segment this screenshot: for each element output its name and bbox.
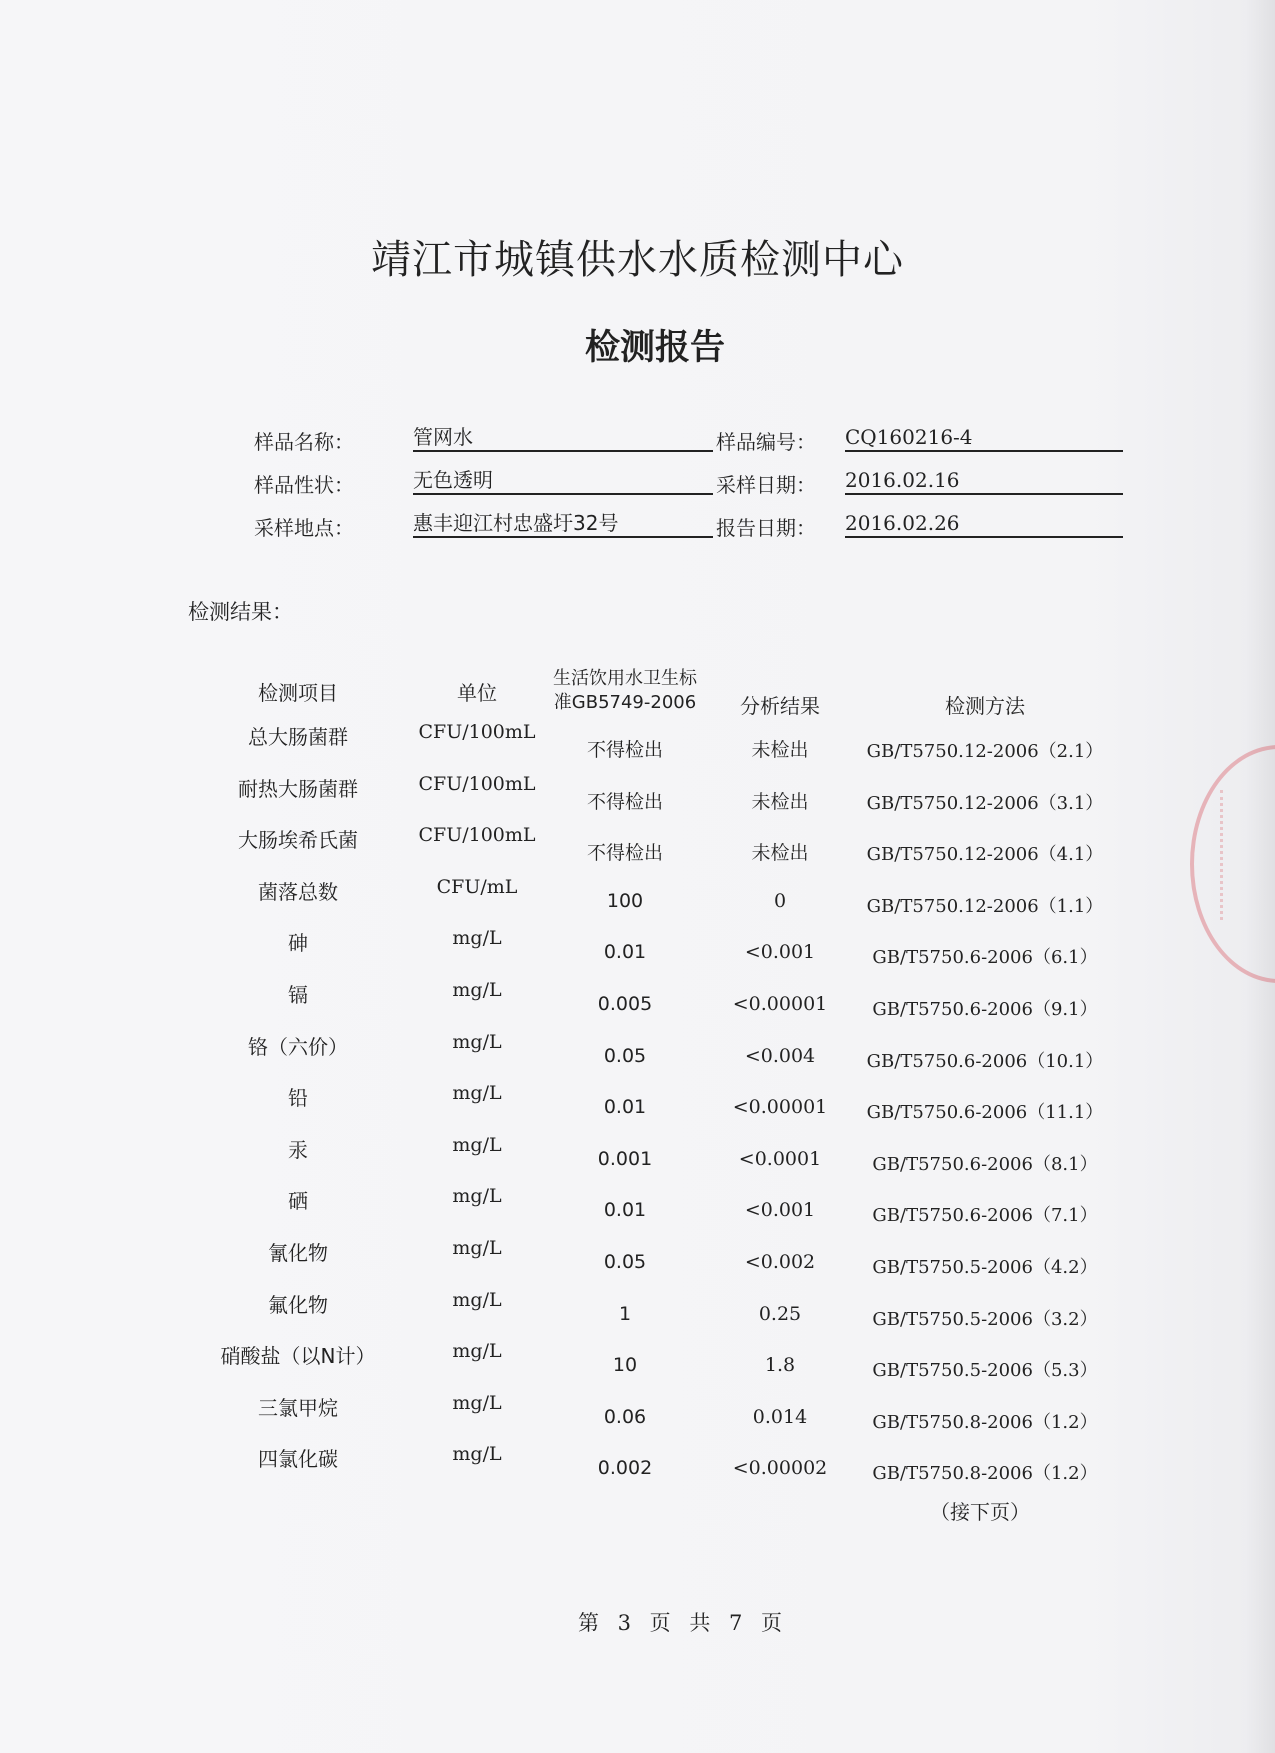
header-unit: 单位 [457, 681, 497, 705]
row-method: GB/T5750.5-2006（5.3） [872, 1360, 1098, 1381]
row-method: GB/T5750.5-2006（4.2） [872, 1257, 1098, 1278]
row-method: GB/T5750.6-2006（8.1） [872, 1154, 1098, 1175]
header-standard-line2: 准GB5749-2006 [553, 692, 697, 713]
page-number: 第 3 页 共 7 页 [577, 1611, 783, 1635]
row-standard: 0.05 [603, 1251, 647, 1273]
row-method: GB/T5750.12-2006（1.1） [866, 896, 1104, 917]
row-standard: 不得检出 [586, 842, 663, 864]
row-standard: 0.01 [603, 1096, 647, 1118]
sample-name-value: 管网水 [413, 424, 713, 452]
row-standard: 0.01 [603, 1199, 647, 1221]
row-unit: CFU/mL [436, 876, 518, 898]
row-standard: 10 [612, 1354, 638, 1376]
continue-note: （接下页） [930, 1500, 1030, 1524]
header-item: 检测项目 [258, 681, 338, 705]
row-standard: 0.06 [603, 1406, 647, 1428]
report-date-label: 报告日期： [716, 516, 816, 540]
row-unit: mg/L [452, 1340, 502, 1362]
header-result: 分析结果 [740, 694, 820, 718]
row-standard: 1 [618, 1303, 632, 1325]
row-unit: mg/L [452, 1082, 502, 1104]
row-method: GB/T5750.12-2006（3.1） [866, 793, 1104, 814]
row-unit: mg/L [452, 1443, 502, 1465]
row-method: GB/T5750.6-2006（9.1） [872, 999, 1098, 1020]
row-item: 三氯甲烷 [258, 1396, 338, 1420]
row-result: <0.00001 [732, 993, 828, 1015]
row-unit: mg/L [452, 1185, 502, 1207]
sampling-date-value: 2016.02.16 [845, 467, 1123, 495]
row-result: <0.001 [744, 1199, 816, 1221]
row-unit: CFU/100mL [418, 824, 536, 846]
row-item: 菌落总数 [258, 880, 338, 904]
red-seal-stamp-detail [1220, 790, 1263, 920]
row-standard: 100 [606, 890, 644, 912]
row-unit: mg/L [452, 1031, 502, 1053]
row-result: 1.8 [764, 1354, 796, 1376]
header-method: 检测方法 [945, 694, 1025, 718]
row-result: 未检出 [751, 842, 809, 864]
row-result: 未检出 [751, 791, 809, 813]
row-item: 大肠埃希氏菌 [238, 828, 358, 852]
row-standard: 0.002 [597, 1457, 653, 1479]
row-item: 砷 [288, 931, 308, 955]
row-unit: mg/L [452, 979, 502, 1001]
sample-no-label: 样品编号： [716, 430, 816, 454]
row-unit: CFU/100mL [418, 773, 536, 795]
sampling-site-value: 惠丰迎江村忠盛圩32号 [413, 510, 713, 538]
row-result: <0.001 [744, 941, 816, 963]
row-result: <0.00002 [732, 1457, 828, 1479]
row-item: 四氯化碳 [258, 1447, 338, 1471]
row-item: 耐热大肠菌群 [238, 777, 358, 801]
row-unit: mg/L [452, 1289, 502, 1311]
row-unit: mg/L [452, 1237, 502, 1259]
sample-state-value: 无色透明 [413, 467, 713, 495]
row-standard: 0.005 [597, 993, 653, 1015]
row-method: GB/T5750.8-2006（1.2） [872, 1463, 1098, 1484]
sample-state-label: 样品性状： [254, 473, 354, 497]
row-standard: 不得检出 [586, 739, 663, 761]
sample-name-label: 样品名称： [254, 430, 354, 454]
row-item: 氰化物 [268, 1241, 328, 1265]
row-item: 硒 [288, 1189, 308, 1213]
row-item: 总大肠菌群 [248, 725, 348, 749]
results-label: 检测结果： [188, 600, 293, 624]
row-unit: CFU/100mL [418, 721, 536, 743]
sample-no-value: CQ160216-4 [845, 424, 1123, 452]
organization-title: 靖江市城镇供水水质检测中心 [371, 237, 904, 283]
row-method: GB/T5750.6-2006（6.1） [872, 947, 1098, 968]
row-result: 0.25 [758, 1303, 802, 1325]
row-item: 硝酸盐（以N计） [220, 1344, 376, 1368]
sampling-date-label: 采样日期： [716, 473, 816, 497]
row-result: 0 [773, 890, 787, 912]
header-standard [525, 667, 725, 715]
row-item: 镉 [288, 983, 308, 1007]
row-unit: mg/L [452, 927, 502, 949]
row-method: GB/T5750.6-2006（7.1） [872, 1205, 1098, 1226]
row-standard: 0.01 [603, 941, 647, 963]
row-item: 铅 [288, 1086, 308, 1110]
row-result: <0.00001 [732, 1096, 828, 1118]
report-title: 检测报告 [584, 328, 725, 368]
row-result: 0.014 [752, 1406, 808, 1428]
row-item: 汞 [288, 1138, 308, 1162]
report-date-value: 2016.02.26 [845, 510, 1123, 538]
row-method: GB/T5750.8-2006（1.2） [872, 1412, 1098, 1433]
row-result: <0.004 [744, 1045, 816, 1067]
header-standard-line1: 生活饮用水卫生标 [553, 668, 697, 689]
row-standard: 0.05 [603, 1045, 647, 1067]
row-method: GB/T5750.6-2006（11.1） [866, 1102, 1104, 1123]
row-result: <0.002 [744, 1251, 816, 1273]
row-unit: mg/L [452, 1392, 502, 1414]
row-item: 铬（六价） [248, 1035, 348, 1059]
row-standard: 0.001 [597, 1148, 653, 1170]
row-standard: 不得检出 [586, 791, 663, 813]
sampling-site-label: 采样地点： [254, 516, 354, 540]
row-item: 氟化物 [268, 1293, 328, 1317]
row-method: GB/T5750.6-2006（10.1） [866, 1051, 1104, 1072]
row-method: GB/T5750.12-2006（2.1） [866, 741, 1104, 762]
row-method: GB/T5750.12-2006（4.1） [866, 844, 1104, 865]
row-result: <0.0001 [738, 1148, 822, 1170]
row-method: GB/T5750.5-2006（3.2） [872, 1309, 1098, 1330]
row-result: 未检出 [751, 739, 809, 761]
row-unit: mg/L [452, 1134, 502, 1156]
